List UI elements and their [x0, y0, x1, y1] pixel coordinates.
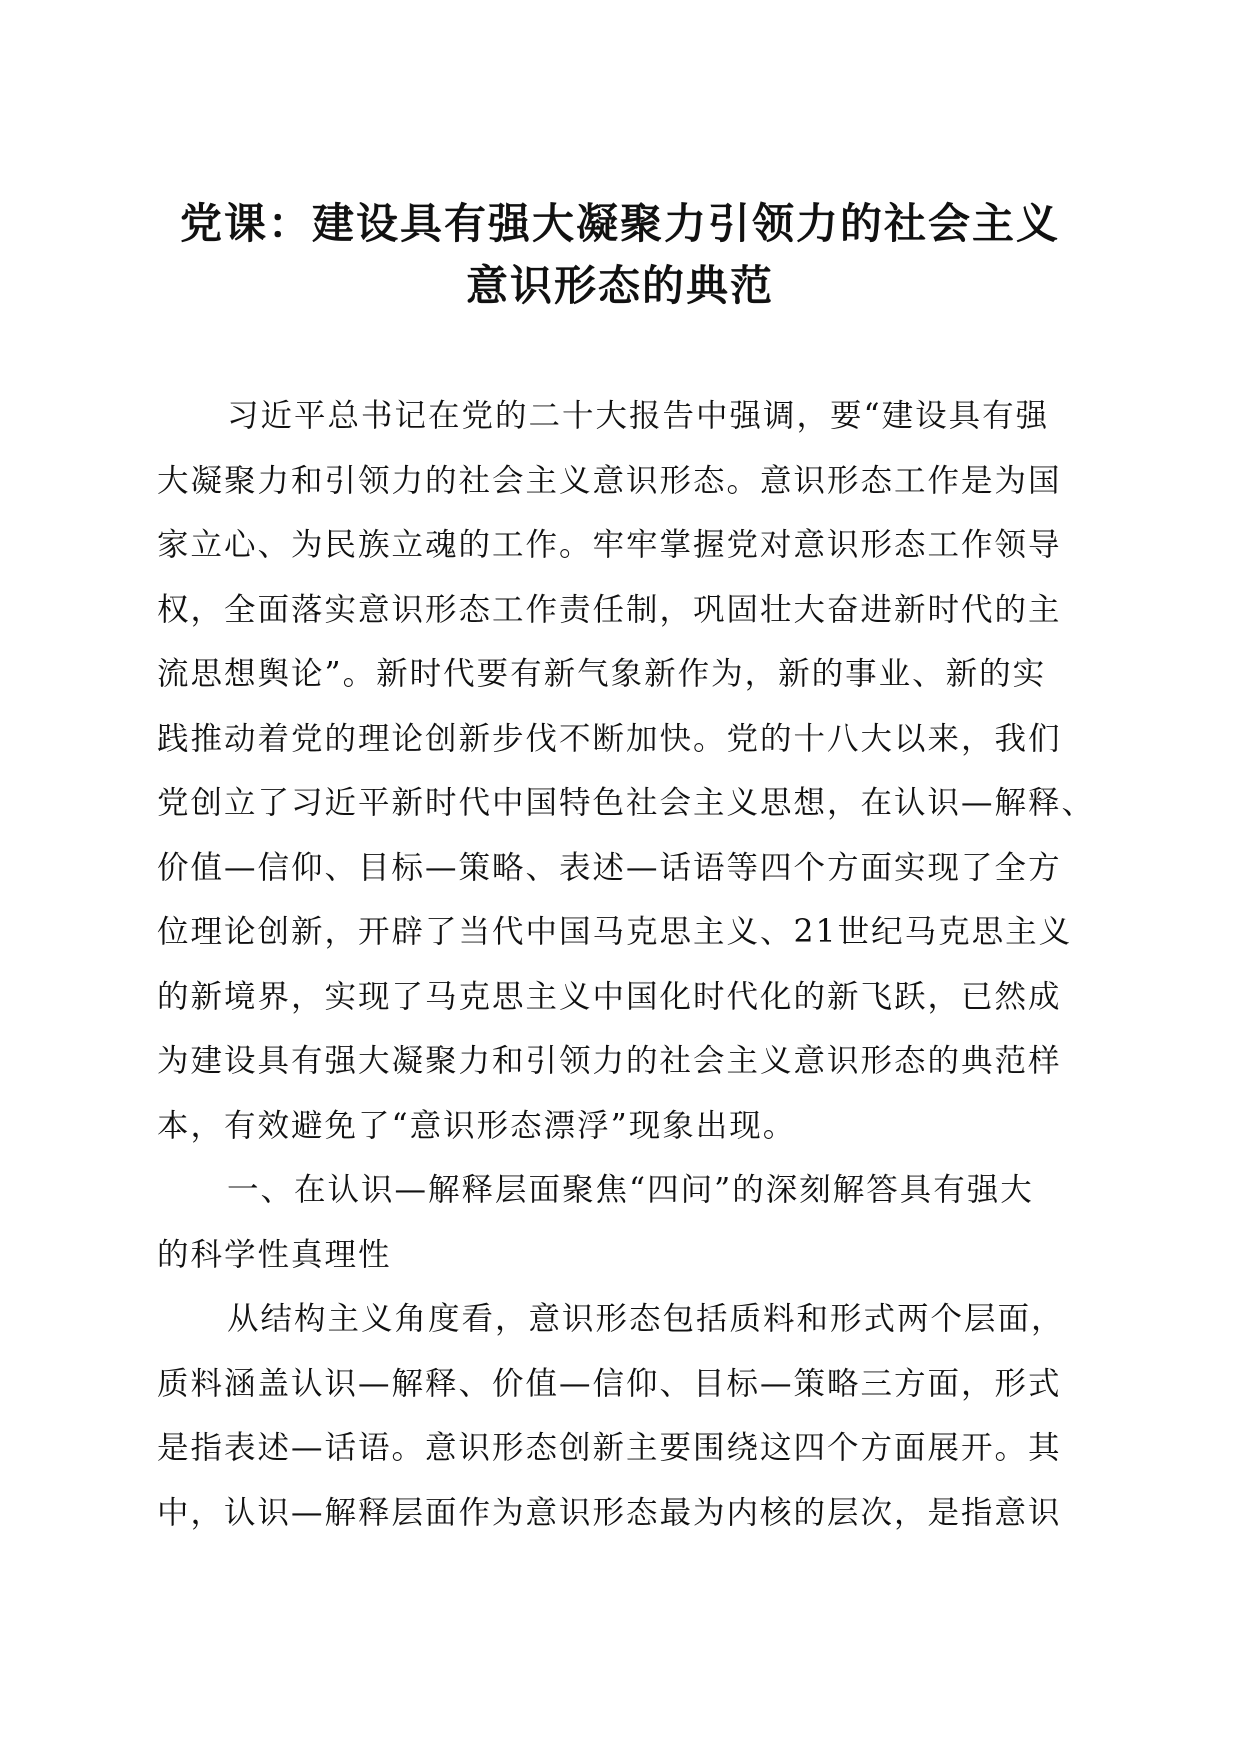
paragraph-2-line: 中，认识—解释层面作为意识形态最为内核的层次，是指意识 — [157, 1494, 1062, 1531]
section-heading-line: 一、在认识—解释层面聚焦“四问”的深刻解答具有强大 — [227, 1172, 1034, 1208]
paragraph-1-line: 践推动着党的理论创新步伐不断加快。党的十八大以来，我们 — [157, 720, 1062, 757]
paragraph-1-line: 价值—信仰、目标—策略、表述—话语等四个方面实现了全方 — [157, 849, 1062, 886]
paragraph-2-line: 是指表述—话语。意识形态创新主要围绕这四个方面展开。其 — [157, 1430, 1062, 1466]
paragraph-1-line: 家立心、为民族立魂的工作。牢牢掌握党对意识形态工作领导 — [157, 527, 1062, 563]
document-title — [150, 193, 1090, 317]
paragraph-1-line: 权，全面落实意识形态工作责任制，巩固壮大奋进新时代的主 — [157, 591, 1062, 628]
paragraph-1-line: 为建设具有强大凝聚力和引领力的社会主义意识形态的典范样 — [157, 1043, 1062, 1079]
title-line-2: 意识形态的典范 — [465, 261, 774, 310]
paragraph-1-line: 位理论创新，开辟了当代中国马克思主义、21世纪马克思主义 — [157, 914, 1073, 950]
paragraph-1-line: 党创立了习近平新时代中国特色社会主义思想，在认识—解释、 — [157, 785, 1096, 821]
paragraph-1-line: 大凝聚力和引领力的社会主义意识形态。意识形态工作是为国 — [157, 462, 1062, 499]
paragraph-1-line: 习近平总书记在党的二十大报告中强调，要“建设具有强 — [227, 398, 1050, 434]
section-heading-line: 的科学性真理性 — [157, 1236, 392, 1273]
paragraph-1-line: 流思想舆论”。新时代要有新气象新作为，新的事业、新的实 — [157, 656, 1047, 692]
paragraph-1-line: 本，有效避免了“意识形态漂浮”现象出现。 — [157, 1107, 797, 1144]
paragraph-2-line: 从结构主义角度看，意识形态包括质料和形式两个层面， — [227, 1301, 1065, 1337]
title-line-1: 党课：建设具有强大凝聚力引领力的社会主义 — [179, 199, 1060, 248]
paragraph-1-line: 的新境界，实现了马克思主义中国化时代化的新飞跃，已然成 — [157, 978, 1062, 1015]
document-body — [157, 384, 1096, 1545]
paragraph-2-line: 质料涵盖认识—解释、价值—信仰、目标—策略三方面，形式 — [157, 1365, 1062, 1402]
